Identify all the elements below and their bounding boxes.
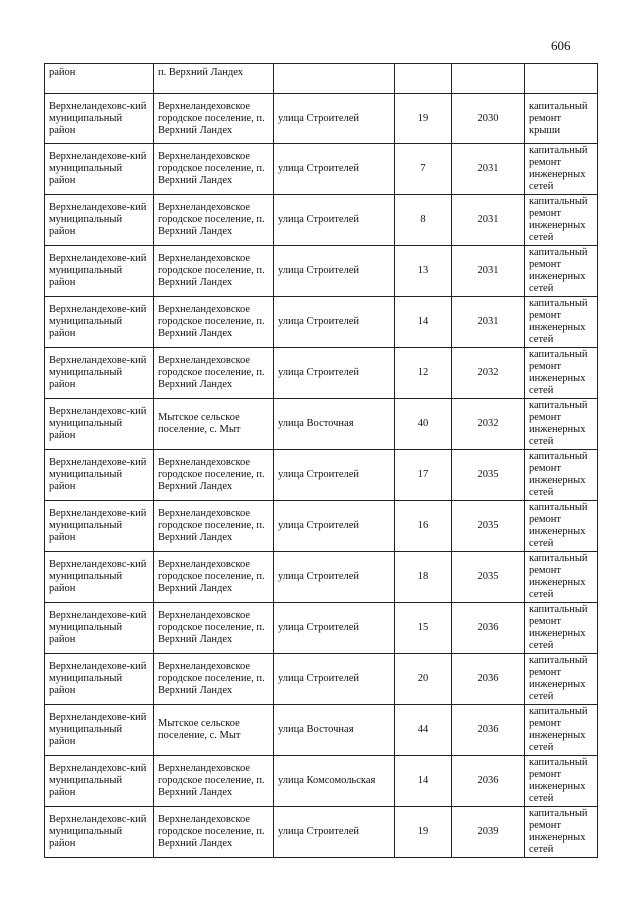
table-row [45,246,598,297]
year-cell: 2031 [452,246,525,297]
district-cell: Верхнеландехове-кий муниципальный район [45,246,154,297]
street-cell: улица Строителей [274,94,395,144]
table-row [45,756,598,807]
street-cell: улица Строителей [274,603,395,654]
settlement-cell: Верхнеландеховское городское поселение, п. Верхний Ландех [154,195,274,246]
house-cell: 19 [395,94,452,144]
year-cell: 2032 [452,399,525,450]
work-cell: капитальный ремонт инженерных сетей [525,654,598,705]
street-cell: улица Восточная [274,399,395,450]
year-cell: 2039 [452,807,525,858]
settlement-cell: Верхнеландеховское городское поселение, п. Верхний Ландех [154,450,274,501]
work-cell: капитальный ремонт инженерных сетей [525,705,598,756]
year-cell: 2031 [452,144,525,195]
street-cell: улица Строителей [274,348,395,399]
street-cell [274,64,395,94]
street-cell: улица Строителей [274,144,395,195]
house-cell: 13 [395,246,452,297]
street-cell: улица Комсомольская [274,756,395,807]
page-number: 606 [551,38,571,53]
district-cell: Верхнеландехове-кий муниципальный район [45,450,154,501]
year-cell: 2032 [452,348,525,399]
district-cell: Верхнеландехове-кий муниципальный район [45,501,154,552]
table-row [45,94,598,144]
settlement-cell: Мытское сельское поселение, с. Мыт [154,399,274,450]
continuation-row [45,64,598,94]
settlement-cell: Верхнеландеховское городское поселение, п. Верхний Ландех [154,144,274,195]
table-row [45,144,598,195]
table-row [45,807,598,858]
year-cell: 2036 [452,756,525,807]
year-cell: 2030 [452,94,525,144]
settlement-cell: п. Верхний Ландех [154,64,274,94]
street-cell: улица Строителей [274,552,395,603]
house-cell: 14 [395,756,452,807]
street-cell: улица Восточная [274,705,395,756]
settlement-cell: Верхнеландеховское городское поселение, п. Верхний Ландех [154,756,274,807]
house-cell: 20 [395,654,452,705]
settlement-cell: Верхнеландеховское городское поселение, п. Верхний Ландех [154,297,274,348]
district-cell: Верхнеландехове-кий муниципальный район [45,603,154,654]
table-row [45,501,598,552]
house-cell: 40 [395,399,452,450]
table-row [45,705,598,756]
settlement-cell: Верхнеландеховское городское поселение, п. Верхний Ландех [154,552,274,603]
work-cell [525,64,598,94]
house-cell: 15 [395,603,452,654]
table-row [45,399,598,450]
work-cell: капитальный ремонт инженерных сетей [525,450,598,501]
table-row [45,552,598,603]
work-cell: капитальный ремонт инженерных сетей [525,399,598,450]
year-cell: 2036 [452,603,525,654]
district-cell: Верхнеландехове-кий муниципальный район [45,654,154,705]
settlement-cell: Верхнеландеховское городское поселение, п. Верхний Ландех [154,348,274,399]
work-cell: капитальный ремонт инженерных сетей [525,807,598,858]
district-cell: Верхнеландехове-кий муниципальный район [45,705,154,756]
year-cell [452,64,525,94]
work-cell: капитальный ремонт инженерных сетей [525,603,598,654]
street-cell: улица Строителей [274,654,395,705]
settlement-cell: Верхнеландеховское городское поселение, п. Верхний Ландех [154,807,274,858]
year-cell: 2035 [452,501,525,552]
year-cell: 2035 [452,552,525,603]
year-cell: 2035 [452,450,525,501]
house-cell: 17 [395,450,452,501]
table-row [45,654,598,705]
house-cell: 19 [395,807,452,858]
table-row [45,195,598,246]
house-cell: 14 [395,297,452,348]
settlement-cell: Мытское сельское поселение, с. Мыт [154,705,274,756]
work-cell: капитальный ремонт инженерных сетей [525,501,598,552]
work-cell: капитальный ремонт крыши [525,94,598,144]
settlement-cell: Верхнеландеховское городское поселение, п. Верхний Ландех [154,94,274,144]
work-cell: капитальный ремонт инженерных сетей [525,756,598,807]
table-row [45,297,598,348]
table-row [45,348,598,399]
table-row [45,603,598,654]
house-cell: 8 [395,195,452,246]
year-cell: 2036 [452,654,525,705]
district-cell: Верхнеландеховс-кий муниципальный район [45,399,154,450]
work-cell: капитальный ремонт инженерных сетей [525,297,598,348]
year-cell: 2036 [452,705,525,756]
house-cell: 12 [395,348,452,399]
year-cell: 2031 [452,195,525,246]
street-cell: улица Строителей [274,450,395,501]
house-cell: 44 [395,705,452,756]
district-cell: район [45,64,154,94]
district-cell: Верхнеландеховс-кий муниципальный район [45,94,154,144]
work-cell: капитальный ремонт инженерных сетей [525,144,598,195]
repair-schedule-table [44,63,598,858]
house-cell: 16 [395,501,452,552]
table-body [45,64,598,858]
settlement-cell: Верхнеландеховское городское поселение, п. Верхний Ландех [154,501,274,552]
house-cell: 18 [395,552,452,603]
house-cell [395,64,452,94]
work-cell: капитальный ремонт инженерных сетей [525,195,598,246]
settlement-cell: Верхнеландеховское городское поселение, п. Верхний Ландех [154,246,274,297]
district-cell: Верхнеландеховс-кий муниципальный район [45,807,154,858]
table-row [45,450,598,501]
district-cell: Верхнеландехове-кий муниципальный район [45,195,154,246]
street-cell: улица Строителей [274,246,395,297]
year-cell: 2031 [452,297,525,348]
street-cell: улица Строителей [274,195,395,246]
street-cell: улица Строителей [274,807,395,858]
street-cell: улица Строителей [274,297,395,348]
district-cell: Верхнеландехове-кий муниципальный район [45,144,154,195]
work-cell: капитальный ремонт инженерных сетей [525,246,598,297]
work-cell: капитальный ремонт инженерных сетей [525,552,598,603]
settlement-cell: Верхнеландеховское городское поселение, п. Верхний Ландех [154,603,274,654]
settlement-cell: Верхнеландеховское городское поселение, п. Верхний Ландех [154,654,274,705]
street-cell: улица Строителей [274,501,395,552]
work-cell: капитальный ремонт инженерных сетей [525,348,598,399]
district-cell: Верхнеландеховс-кий муниципальный район [45,756,154,807]
district-cell: Верхнеландехове-кий муниципальный район [45,297,154,348]
district-cell: Верхнеландеховс-кий муниципальный район [45,552,154,603]
district-cell: Верхнеландехове-кий муниципальный район [45,348,154,399]
house-cell: 7 [395,144,452,195]
